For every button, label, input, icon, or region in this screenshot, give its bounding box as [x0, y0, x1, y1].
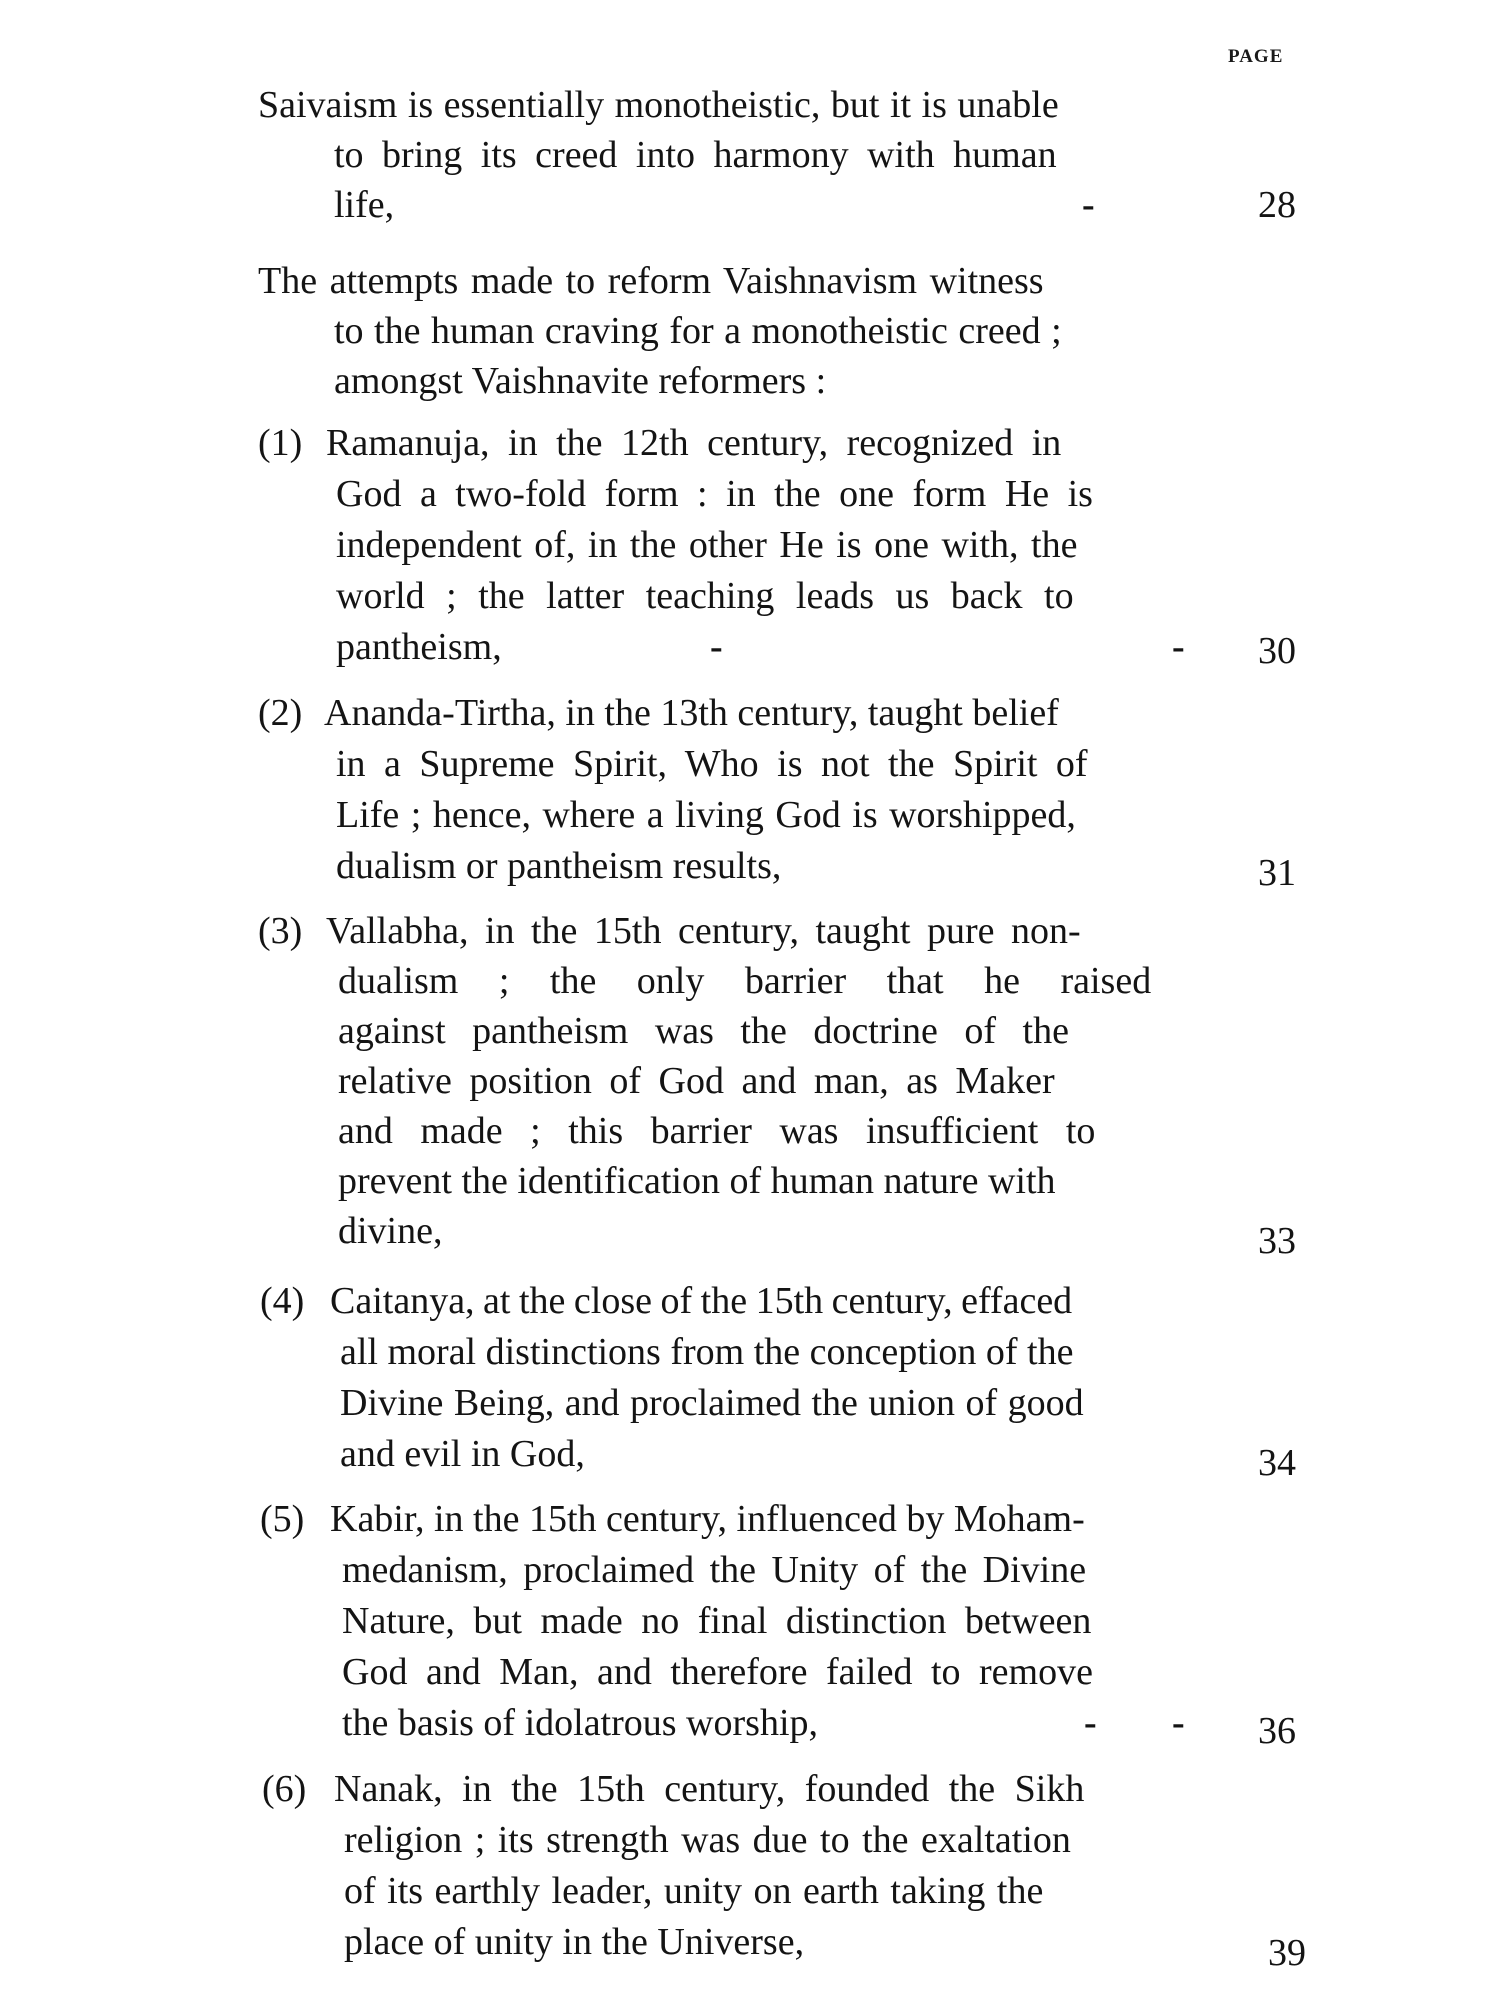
entry-line: amongst Vaishnavite reformers :	[334, 360, 827, 402]
entry-number: (6)	[262, 1768, 307, 1810]
page-column-heading: PAGE	[1228, 46, 1284, 67]
entry-line: dualism or pantheism results,	[336, 845, 782, 887]
entry-line: independent of, in the other He is one with, the	[336, 524, 1078, 566]
entry-line: Nanak, in the 15th century, founded the Sikh	[334, 1768, 1085, 1810]
entry-line: pantheism,	[336, 626, 502, 668]
entry-line: to bring its creed into harmony with human	[334, 134, 1057, 176]
dot-leader: -	[1084, 1702, 1097, 1744]
entry-number: (3)	[258, 910, 303, 952]
page-number: 31	[1258, 852, 1296, 894]
entry-number: (5)	[260, 1498, 305, 1540]
entry-line: life,	[334, 184, 395, 226]
entry-line: Life ; hence, where a living God is worshipped,	[336, 794, 1076, 836]
page-number: 33	[1258, 1220, 1296, 1262]
dot-leader: -	[710, 626, 723, 668]
page-number: 30	[1258, 630, 1296, 672]
entry-line: divine,	[338, 1210, 443, 1252]
entry-line: Divine Being, and proclaimed the union of good	[340, 1382, 1084, 1424]
entry-line: God a two-fold form : in the one form He is	[336, 473, 1093, 515]
dot-leader: -	[1172, 626, 1185, 668]
entry-number: (4)	[260, 1280, 305, 1322]
entry-line: in a Supreme Spirit, Who is not the Spirit of	[336, 743, 1088, 785]
entry-number: (2)	[258, 692, 303, 734]
entry-line: Caitanya, at the close of the 15th century, effaced	[330, 1280, 1073, 1322]
entry-line: Vallabha, in the 15th century, taught pure non-	[326, 910, 1081, 952]
entry-line: against pantheism was the doctrine of the	[338, 1010, 1069, 1052]
entry-line: to the human craving for a monotheistic creed ;	[334, 310, 1062, 352]
entry-line: all moral distinctions from the conception of the	[340, 1331, 1074, 1373]
dot-leader: -	[1082, 184, 1095, 226]
page-number: 34	[1258, 1442, 1296, 1484]
entry-line: prevent the identification of human nature with	[338, 1160, 1056, 1202]
page-number: 36	[1258, 1710, 1296, 1752]
entry-line: Ananda-Tirtha, in the 13th century, taught belief	[324, 692, 1059, 734]
page-number: 39	[1268, 1932, 1306, 1974]
entry-line: Saivaism is essentially monotheistic, but it is unable	[258, 84, 1059, 126]
entry-line: and made ; this barrier was insufficient to	[338, 1110, 1096, 1152]
entry-number: (1)	[258, 422, 303, 464]
entry-line: religion ; its strength was due to the exaltation	[344, 1819, 1071, 1861]
entry-line: world ; the latter teaching leads us back to	[336, 575, 1074, 617]
entry-line: Kabir, in the 15th century, influenced by Moham-	[330, 1498, 1085, 1540]
dot-leader: -	[1172, 1702, 1185, 1744]
entry-line: the basis of idolatrous worship,	[342, 1702, 819, 1744]
entry-line: and evil in God,	[340, 1433, 585, 1475]
entry-line: God and Man, and therefore failed to remove	[342, 1651, 1093, 1693]
entry-line: of its earthly leader, unity on earth taking the	[344, 1870, 1044, 1912]
entry-line: relative position of God and man, as Maker	[338, 1060, 1055, 1102]
entry-line: dualism ; the only barrier that he raised	[338, 960, 1152, 1002]
page-number: 28	[1258, 184, 1296, 226]
entry-line: medanism, proclaimed the Unity of the Divine	[342, 1549, 1087, 1591]
entry-line: The attempts made to reform Vaishnavism witness	[258, 260, 1044, 302]
entry-line: Ramanuja, in the 12th century, recognized in	[326, 422, 1062, 464]
entry-line: Nature, but made no final distinction between	[342, 1600, 1092, 1642]
entry-line: place of unity in the Universe,	[344, 1921, 805, 1963]
